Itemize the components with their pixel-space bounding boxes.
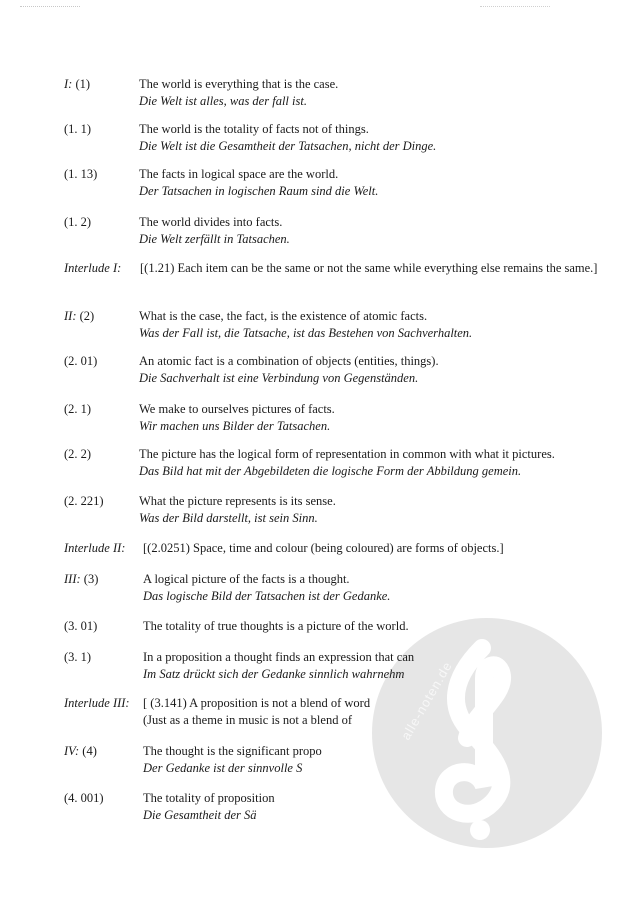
interlude-label: Interlude III: <box>64 696 130 710</box>
english-text: We make to ourselves pictures of facts. <box>139 402 335 416</box>
english-text: The world is everything that is the case. <box>139 77 339 91</box>
english-text: In a proposition a thought finds an expression that can <box>143 650 415 664</box>
proposition-label: (2. 2) <box>64 447 92 461</box>
german-text: Die Sachverhalt ist eine Verbindung von Gegenständen. <box>139 371 419 385</box>
watermark-text: alle-noten.de <box>398 658 456 743</box>
english-text: The facts in logical space are the world. <box>139 167 339 181</box>
english-text: The totality of true thoughts is a picture of the world. <box>143 619 409 633</box>
german-text: Was der Bild darstellt, ist sein Sinn. <box>139 511 318 525</box>
interlude-text: [ (3.141) A proposition is not a blend of word <box>143 696 371 710</box>
german-text: Das Bild hat mit der Abgebildeten die logische Form der Abbildung gemein. <box>139 464 522 478</box>
german-text: Die Gesamtheit der Sä <box>143 808 257 822</box>
english-text: What is the case, the fact, is the existence of atomic facts. <box>139 309 428 323</box>
german-text: Der Gedanke ist der sinnvolle S <box>143 761 303 775</box>
proposition-label: IV: (4) <box>64 744 97 758</box>
german-text: Die Welt ist die Gesamtheit der Tatsachen, nicht der Dinge. <box>139 139 437 153</box>
german-text: Wir machen uns Bilder der Tatsachen. <box>139 419 331 433</box>
english-text: The world divides into facts. <box>139 215 283 229</box>
proposition-label: (2. 1) <box>64 402 92 416</box>
interlude-label: Interlude II: <box>64 541 126 555</box>
proposition-label: (4. 001) <box>64 791 104 805</box>
proposition-label: (1. 1) <box>64 122 92 136</box>
english-text: The picture has the logical form of representation in common with what it pictures. <box>139 447 555 461</box>
proposition-label: (3. 1) <box>64 650 92 664</box>
interlude-text: [(2.0251) Space, time and colour (being coloured) are forms of objects.] <box>143 541 504 555</box>
proposition-label: (1. 13) <box>64 167 98 181</box>
proposition-label: (2. 221) <box>64 494 104 508</box>
english-text: The totality of proposition <box>143 791 275 805</box>
proposition-label: (1. 2) <box>64 215 92 229</box>
interlude-text: [(1.21) Each item can be the same or not the same while everything else remains the same.] <box>140 261 598 275</box>
german-text: Die Welt zerfällt in Tatsachen. <box>139 232 290 246</box>
german-text: Der Tatsachen in logischen Raum sind die Welt. <box>139 184 379 198</box>
german-text: Im Satz drückt sich der Gedanke sinnlich wahrnehm <box>143 667 405 681</box>
proposition-label: III: (3) <box>64 572 99 586</box>
proposition-label: (3. 01) <box>64 619 98 633</box>
proposition-label: I: (1) <box>64 77 91 91</box>
scan-artifact <box>20 6 80 8</box>
german-text: Das logische Bild der Tatsachen ist der Gedanke. <box>143 589 391 603</box>
english-text: The world is the totality of facts not of things. <box>139 122 369 136</box>
english-text: What the picture represents is its sense. <box>139 494 336 508</box>
scan-artifact <box>480 6 550 8</box>
proposition-label: II: (2) <box>64 309 95 323</box>
proposition-label: (2. 01) <box>64 354 98 368</box>
english-text: A logical picture of the facts is a thought. <box>143 572 350 586</box>
german-text: Die Welt ist alles, was der fall ist. <box>139 94 307 108</box>
interlude-label: Interlude I: <box>64 261 122 275</box>
english-text: An atomic fact is a combination of objects (entities, things). <box>139 354 439 368</box>
german-text: Was der Fall ist, die Tatsache, ist das Bestehen von Sachverhalten. <box>139 326 473 340</box>
interlude-text: (Just as a theme in music is not a blend of <box>143 713 352 727</box>
english-text: The thought is the significant propo <box>143 744 322 758</box>
